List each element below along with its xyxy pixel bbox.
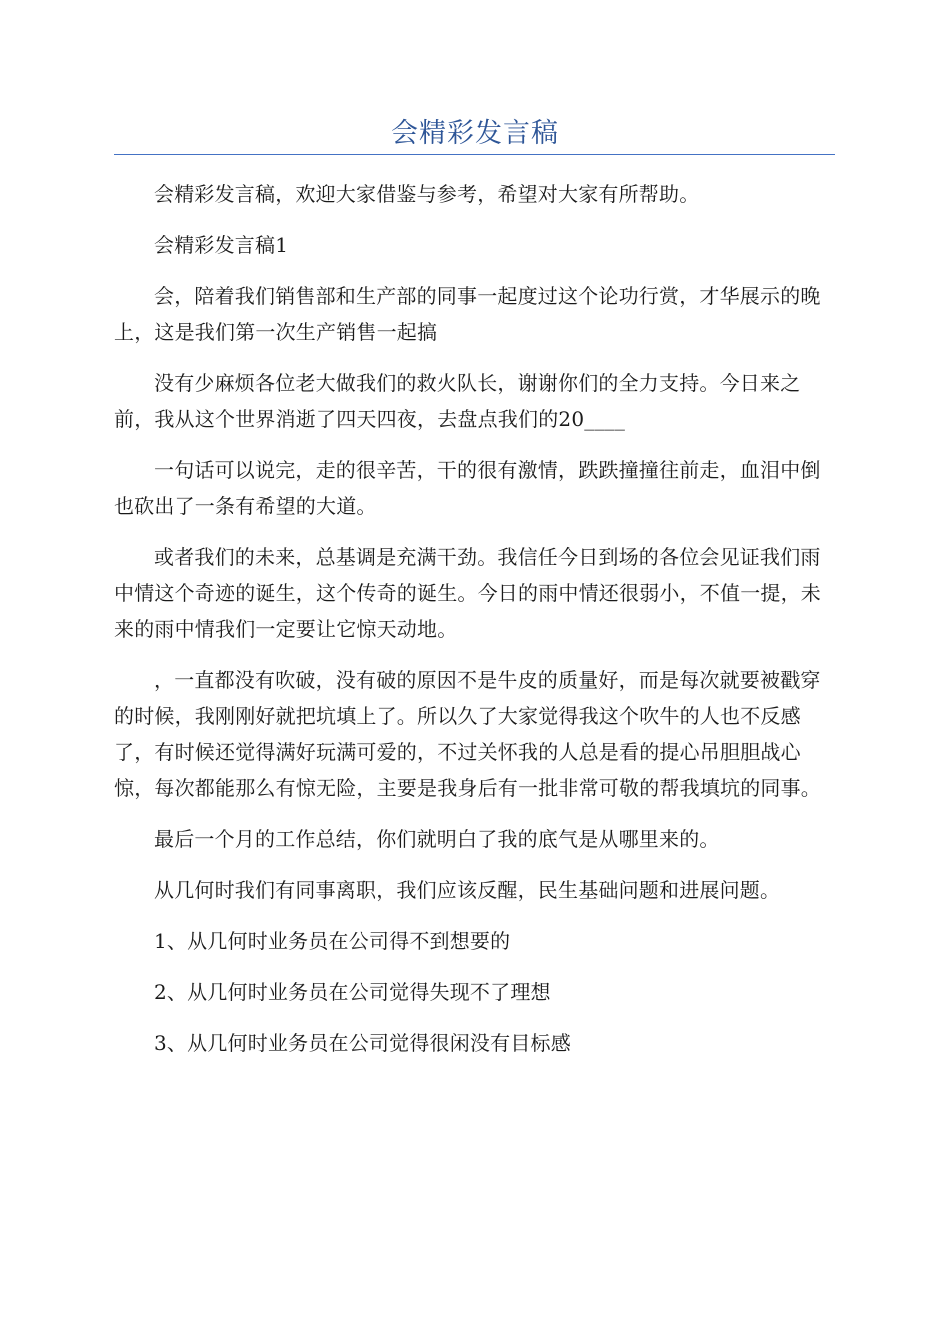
section-heading: 会精彩发言稿1: [154, 233, 289, 257]
body-paragraph: 或者我们的未来，总基调是充满干劲。我信任今日到场的各位会见证我们雨中情这个奇迹的诞生，这个传奇的诞生。今日的雨中情还很弱小，不值一提，未来的雨中情我们一定要让它惊天动地。: [114, 545, 821, 641]
list-item: 2、从几何时业务员在公司觉得失现不了理想: [154, 980, 551, 1004]
list-item: 1、从几何时业务员在公司得不到想要的: [154, 929, 511, 953]
intro-paragraph: 会精彩发言稿，欢迎大家借鉴与参考，希望对大家有所帮助。: [154, 182, 700, 206]
body-paragraph: 最后一个月的工作总结，你们就明白了我的底气是从哪里来的。: [154, 827, 720, 851]
document-body: [114, 176, 832, 1076]
list-item: 3、从几何时业务员在公司觉得很闲没有目标感: [154, 1031, 571, 1055]
body-paragraph: ，一直都没有吹破，没有破的原因不是牛皮的质量好，而是每次就要被戳穿的时候，我刚刚好就把坑填上了。所以久了大家觉得我这个吹牛的人也不反感了，有时候还觉得满好玩满可爱的，不过关怀我的人总是看的提心吊胆胆战心惊，每次都能那么有惊无险，主要是我身后有一批非常可敬的帮我填坑的同事。: [114, 668, 821, 800]
body-paragraph: 从几何时我们有同事离职，我们应该反醒，民生基础问题和进展问题。: [154, 878, 781, 902]
body-paragraph: 会，陪着我们销售部和生产部的同事一起度过这个论功行赏，才华展示的晚上，这是我们第一次生产销售一起搞: [114, 284, 821, 344]
body-paragraph: 一句话可以说完，走的很辛苦，干的很有激情，跌跌撞撞往前走，血泪中倒也砍出了一条有希望的大道。: [114, 458, 821, 518]
title-underline: [114, 154, 835, 155]
body-paragraph: 没有少麻烦各位老大做我们的救火队长，谢谢你们的全力支持。今日来之前，我从这个世界消逝了四天四夜，去盘点我们的20____: [114, 371, 801, 431]
document-title: 会精彩发言稿: [391, 118, 559, 149]
